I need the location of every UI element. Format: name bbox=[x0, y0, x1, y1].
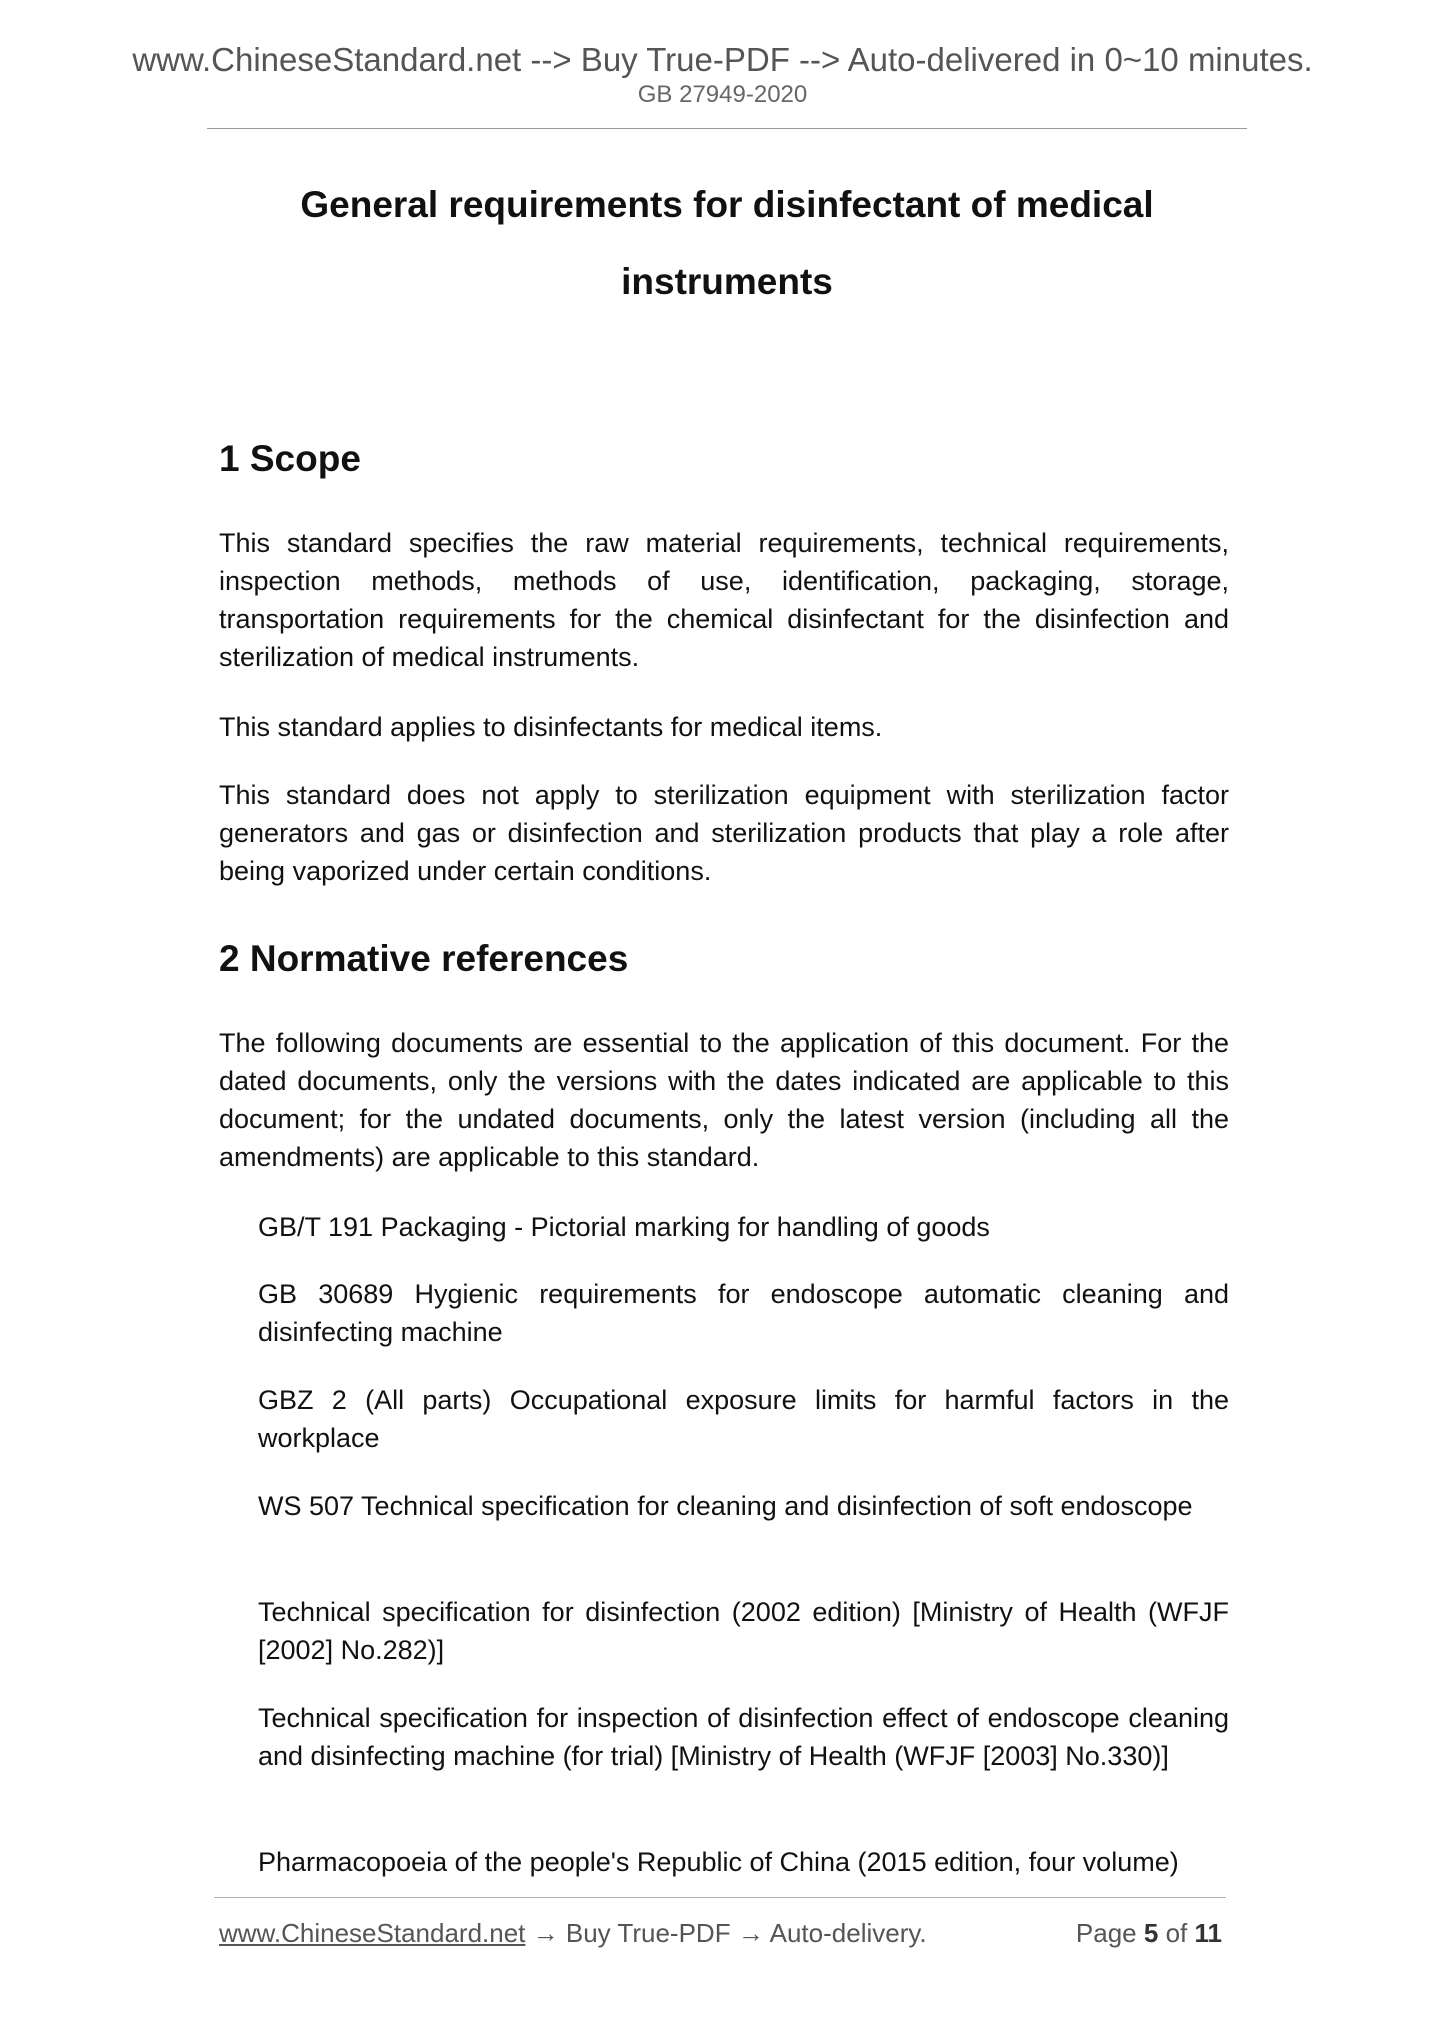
document-title bbox=[207, 166, 1247, 320]
page-indicator bbox=[1076, 1916, 1222, 1950]
reference-item: GB/T 191 Packaging - Pictorial marking for handling of goods bbox=[258, 1212, 990, 1242]
footer-promo bbox=[219, 1916, 927, 1950]
standard-code: GB 27949-2020 bbox=[637, 81, 808, 108]
scope-paragraph-2: This standard applies to disinfectants for medical items. bbox=[219, 712, 883, 742]
footer-divider bbox=[214, 1897, 1226, 1898]
reference-item: WS 507 Technical specification for cleaning and disinfection of soft endoscope bbox=[258, 1491, 1193, 1521]
scope-paragraph-1: This standard specifies the raw material requirements, technical requirements, inspection methods, methods of use, identification, packaging, storage, transportation requirements for the chemical disinfectant for the disinfection and sterilization of medical instruments. bbox=[219, 528, 1229, 672]
page-total: 11 bbox=[1194, 1918, 1222, 1948]
footer-delivery-text: Auto-delivery. bbox=[769, 1918, 927, 1948]
reference-item: Pharmacopoeia of the people's Republic of China (2015 edition, four volume) bbox=[258, 1847, 1179, 1877]
scope-paragraph-3: This standard does not apply to sterilization equipment with sterilization factor generators and gas or disinfection and sterilization products that play a role after being vaporized under certain conditions. bbox=[219, 780, 1229, 886]
of-label: of bbox=[1165, 1918, 1188, 1948]
header-divider bbox=[207, 128, 1247, 129]
footer-buy-text: Buy True-PDF bbox=[565, 1918, 731, 1948]
title-line-2: instruments bbox=[621, 261, 833, 302]
section-heading-references: 2 Normative references bbox=[219, 938, 629, 979]
title-line-1: General requirements for disinfectant of medical bbox=[300, 184, 1154, 225]
reference-item: GB 30689 Hygienic requirements for endoscope automatic cleaning and disinfecting machine bbox=[258, 1279, 1229, 1347]
arrow-icon: → bbox=[532, 1918, 559, 1948]
arrow-icon: → bbox=[737, 1918, 764, 1948]
reference-item: Technical specification for inspection of disinfection effect of endoscope cleaning and disinfecting machine (for trial) [Ministry of Health (WFJF [2003] No.330)] bbox=[258, 1703, 1229, 1771]
references-intro: The following documents are essential to the application of this document. For the dated documents, only the versions with the dates indicated are applicable to this document; for the undated documents, only the latest version (including all the amendments) are applicable to this standard. bbox=[219, 1028, 1229, 1172]
page-current: 5 bbox=[1143, 1918, 1159, 1948]
footer-site-link[interactable]: www.ChineseStandard.net bbox=[219, 1918, 526, 1948]
header-banner: www.ChineseStandard.net --> Buy True-PDF --> Auto-delivered in 0~10 minutes. bbox=[132, 41, 1313, 78]
reference-item: GBZ 2 (All parts) Occupational exposure limits for harmful factors in the workplace bbox=[258, 1385, 1229, 1453]
section-heading-scope: 1 Scope bbox=[219, 438, 361, 479]
page-label: Page bbox=[1075, 1918, 1137, 1948]
reference-item: Technical specification for disinfection (2002 edition) [Ministry of Health (WFJF [2002] No.282)] bbox=[258, 1597, 1229, 1665]
